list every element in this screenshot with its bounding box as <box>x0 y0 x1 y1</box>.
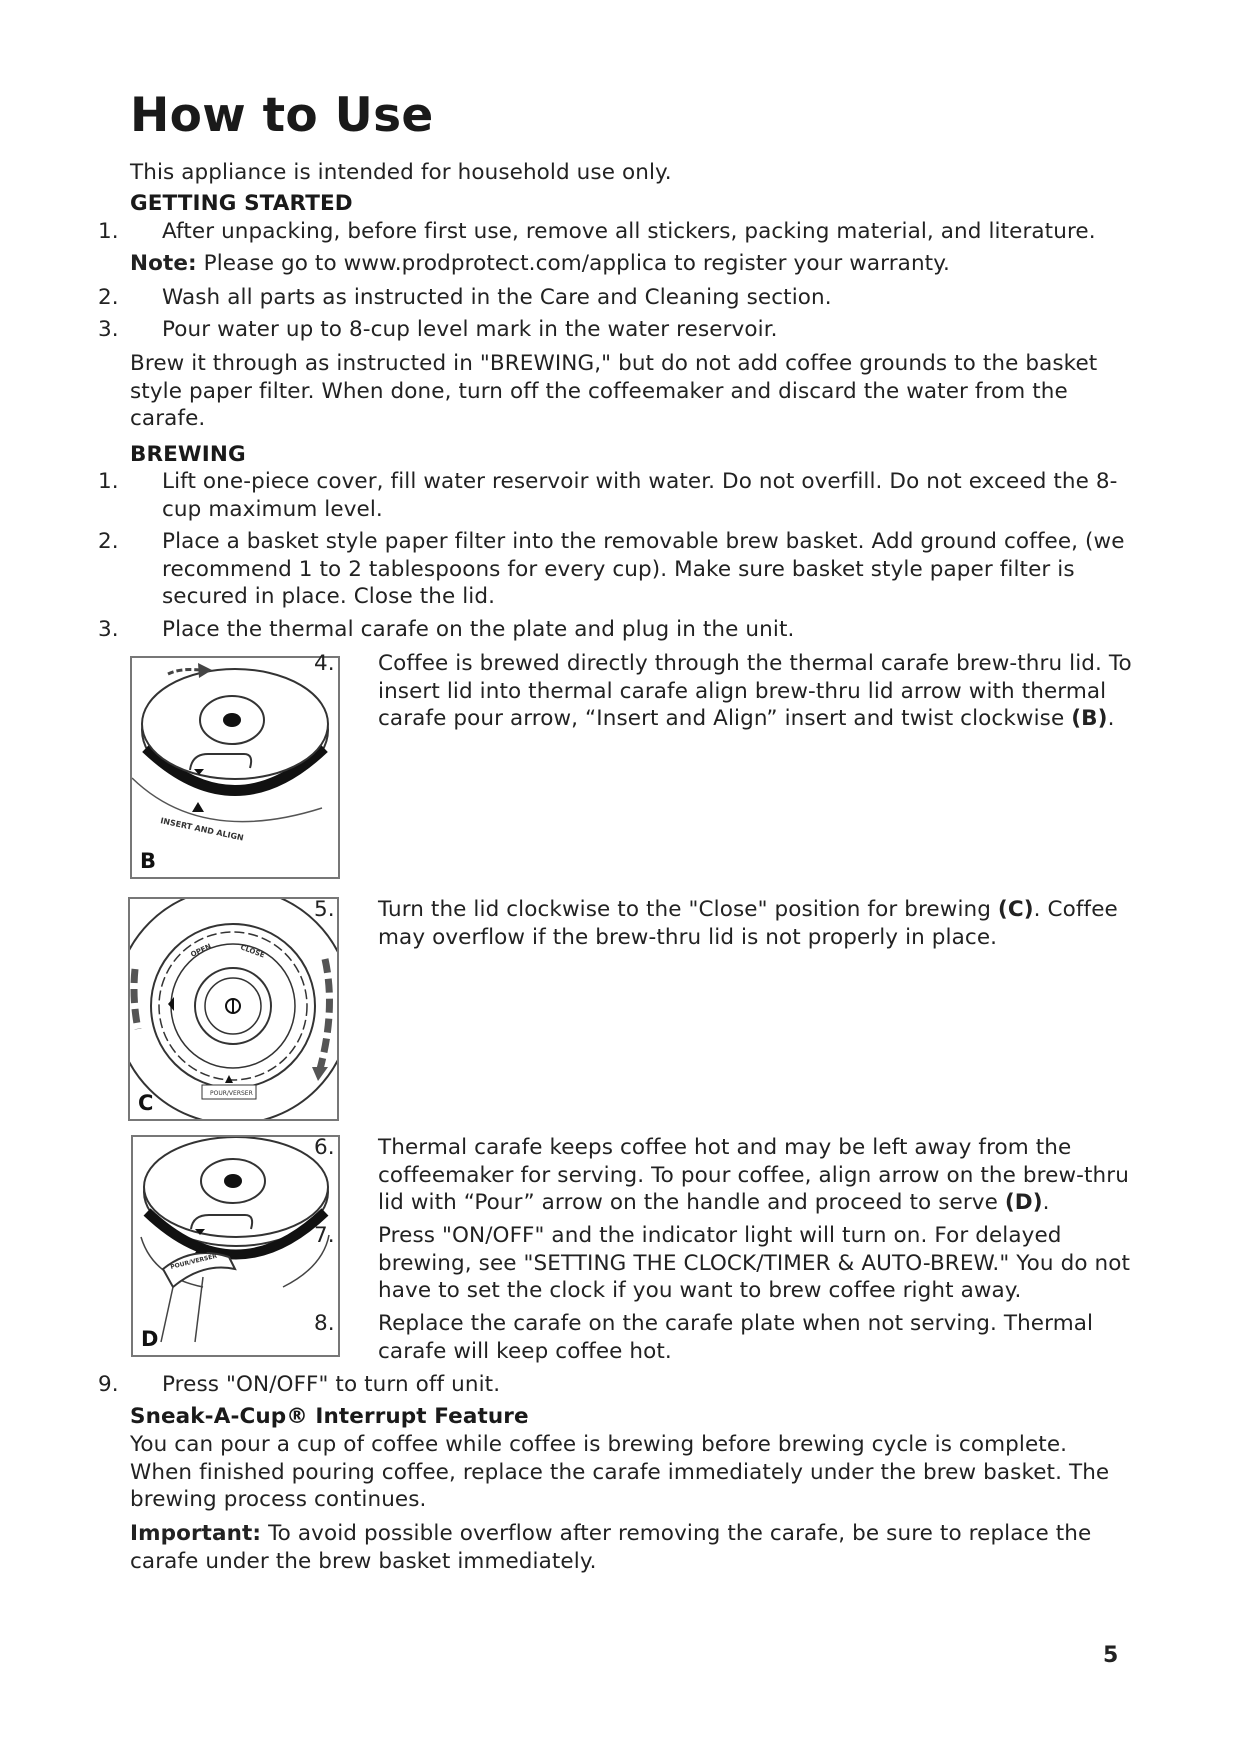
important-label: Important: <box>130 1521 262 1546</box>
brewing-step-5 <box>314 896 1143 951</box>
step-text: Thermal carafe keeps coffee hot and may be left away from the coffeemaker for serving. To pour coffee, align arrow on the brew-thru lid with “Pour” arrow on the handle and proceed to serve <box>378 1135 1129 1215</box>
note-text: Please go to www.prodprotect.com/applica to register your warranty. <box>203 251 950 276</box>
pour-label: POUR/VERSER <box>169 1252 218 1271</box>
insert-align-caption: INSERT AND ALIGN <box>159 816 245 843</box>
step-text-cont: . Coffee may overflow if the brew-thru lid is not properly in place. <box>378 897 1118 950</box>
important-note <box>130 1520 1120 1575</box>
note-label: Note: <box>130 251 197 276</box>
step-number: 3. <box>98 617 119 642</box>
brewing-step-6 <box>314 1134 1143 1217</box>
brewing-step-3 <box>98 616 1152 644</box>
brew-through-paragraph: Brew it through as instructed in "BREWING," but do not add coffee grounds to the basket style paper filter. When done, turn off the coffeemaker and discard the water from the carafe. <box>130 351 1098 431</box>
getting-started-step-1 <box>98 218 1152 246</box>
open-label: OPEN <box>189 942 213 959</box>
step-text: Press "ON/OFF" and the indicator light will turn on. For delayed brewing, see "SETTING THE CLOCK/TIMER & AUTO-BREW." You do not have to set the clock if you want to brew coffee right away. <box>378 1223 1131 1303</box>
figure-label: C <box>138 1091 154 1115</box>
warranty-note <box>130 250 1120 278</box>
step-number: 3. <box>98 317 119 342</box>
step-text: Place the thermal carafe on the plate and plug in the unit. <box>162 617 795 642</box>
step-number: 4. <box>314 651 335 676</box>
step-text: Lift one-piece cover, fill water reservoir with water. Do not overfill. Do not exceed the 8-cup maximum level. <box>162 469 1118 522</box>
step-number: 2. <box>98 529 119 554</box>
close-label: CLOSE <box>239 943 266 960</box>
step-text-end: . <box>1107 706 1115 731</box>
lid-top-view-illustration <box>130 899 337 1119</box>
brewing-step-4 <box>314 650 1143 733</box>
step-text: Press "ON/OFF" to turn off unit. <box>162 1372 501 1397</box>
figure-ref-d: (D) <box>1004 1190 1043 1215</box>
step-text: Wash all parts as instructed in the Care and Cleaning section. <box>162 285 832 310</box>
getting-started-step-3 <box>98 316 1152 344</box>
brewing-step-2 <box>98 528 1152 611</box>
step-text: Place a basket style paper filter into the removable brew basket. Add ground coffee, (we recommend 1 to 2 tablespoons for every cup). Make sure basket style paper filter is secured in place. Close the lid. <box>162 529 1125 609</box>
brewing-step-9 <box>98 1371 1152 1399</box>
figure-c-close-lid <box>128 897 339 1121</box>
sneak-a-cup-text: You can pour a cup of coffee while coffee is brewing before brewing cycle is complete. When finished pouring coffee, replace the carafe immediately under the brew basket. The brewing process continues. <box>130 1432 1110 1512</box>
figure-label: B <box>140 849 157 873</box>
intro-text: This appliance is intended for household use only. <box>130 160 672 185</box>
brewing-heading: BREWING <box>130 442 246 467</box>
figure-label: D <box>141 1327 159 1351</box>
step-text: Coffee is brewed directly through the thermal carafe brew-thru lid. To insert lid into thermal carafe align brew-thru lid arrow with thermal carafe pour arrow, “Insert and Align” insert and twist clockwise <box>378 651 1132 731</box>
figure-d-pour <box>131 1135 340 1357</box>
step-number: 9. <box>98 1372 119 1397</box>
figure-ref-c: (C) <box>997 897 1034 922</box>
step-number: 7. <box>314 1223 335 1248</box>
getting-started-heading: GETTING STARTED <box>130 191 353 216</box>
step-text: After unpacking, before first use, remove all stickers, packing material, and literature. <box>162 219 1096 244</box>
brewing-step-1 <box>98 468 1152 523</box>
page-title: How to Use <box>130 88 434 143</box>
sneak-a-cup-heading: Sneak-A-Cup® Interrupt Feature <box>130 1404 529 1429</box>
important-text: To avoid possible overflow after removing the carafe, be sure to replace the carafe under the brew basket immediately. <box>130 1521 1092 1574</box>
step-number: 6. <box>314 1135 335 1160</box>
pour-label: POUR/VERSER <box>210 1090 253 1097</box>
brewing-step-7 <box>314 1222 1143 1305</box>
carafe-lid-illustration <box>132 658 338 877</box>
step-number: 1. <box>98 469 119 494</box>
step-number: 5. <box>314 897 335 922</box>
step-number: 8. <box>314 1311 335 1336</box>
brewing-step-8 <box>314 1310 1143 1365</box>
step-text-end: . <box>1042 1190 1050 1215</box>
step-number: 2. <box>98 285 119 310</box>
step-text: Pour water up to 8-cup level mark in the water reservoir. <box>162 317 778 342</box>
carafe-pour-illustration <box>133 1137 338 1355</box>
figure-b-insert-lid <box>130 656 340 879</box>
step-number: 1. <box>98 219 119 244</box>
getting-started-step-2 <box>98 284 1152 312</box>
step-text: Replace the carafe on the carafe plate when not serving. Thermal carafe will keep coffee hot. <box>378 1311 1094 1364</box>
step-text: Turn the lid clockwise to the "Close" position for brewing <box>378 897 998 922</box>
figure-ref-b: (B) <box>1071 706 1108 731</box>
page-number: 5 <box>1103 1643 1119 1668</box>
